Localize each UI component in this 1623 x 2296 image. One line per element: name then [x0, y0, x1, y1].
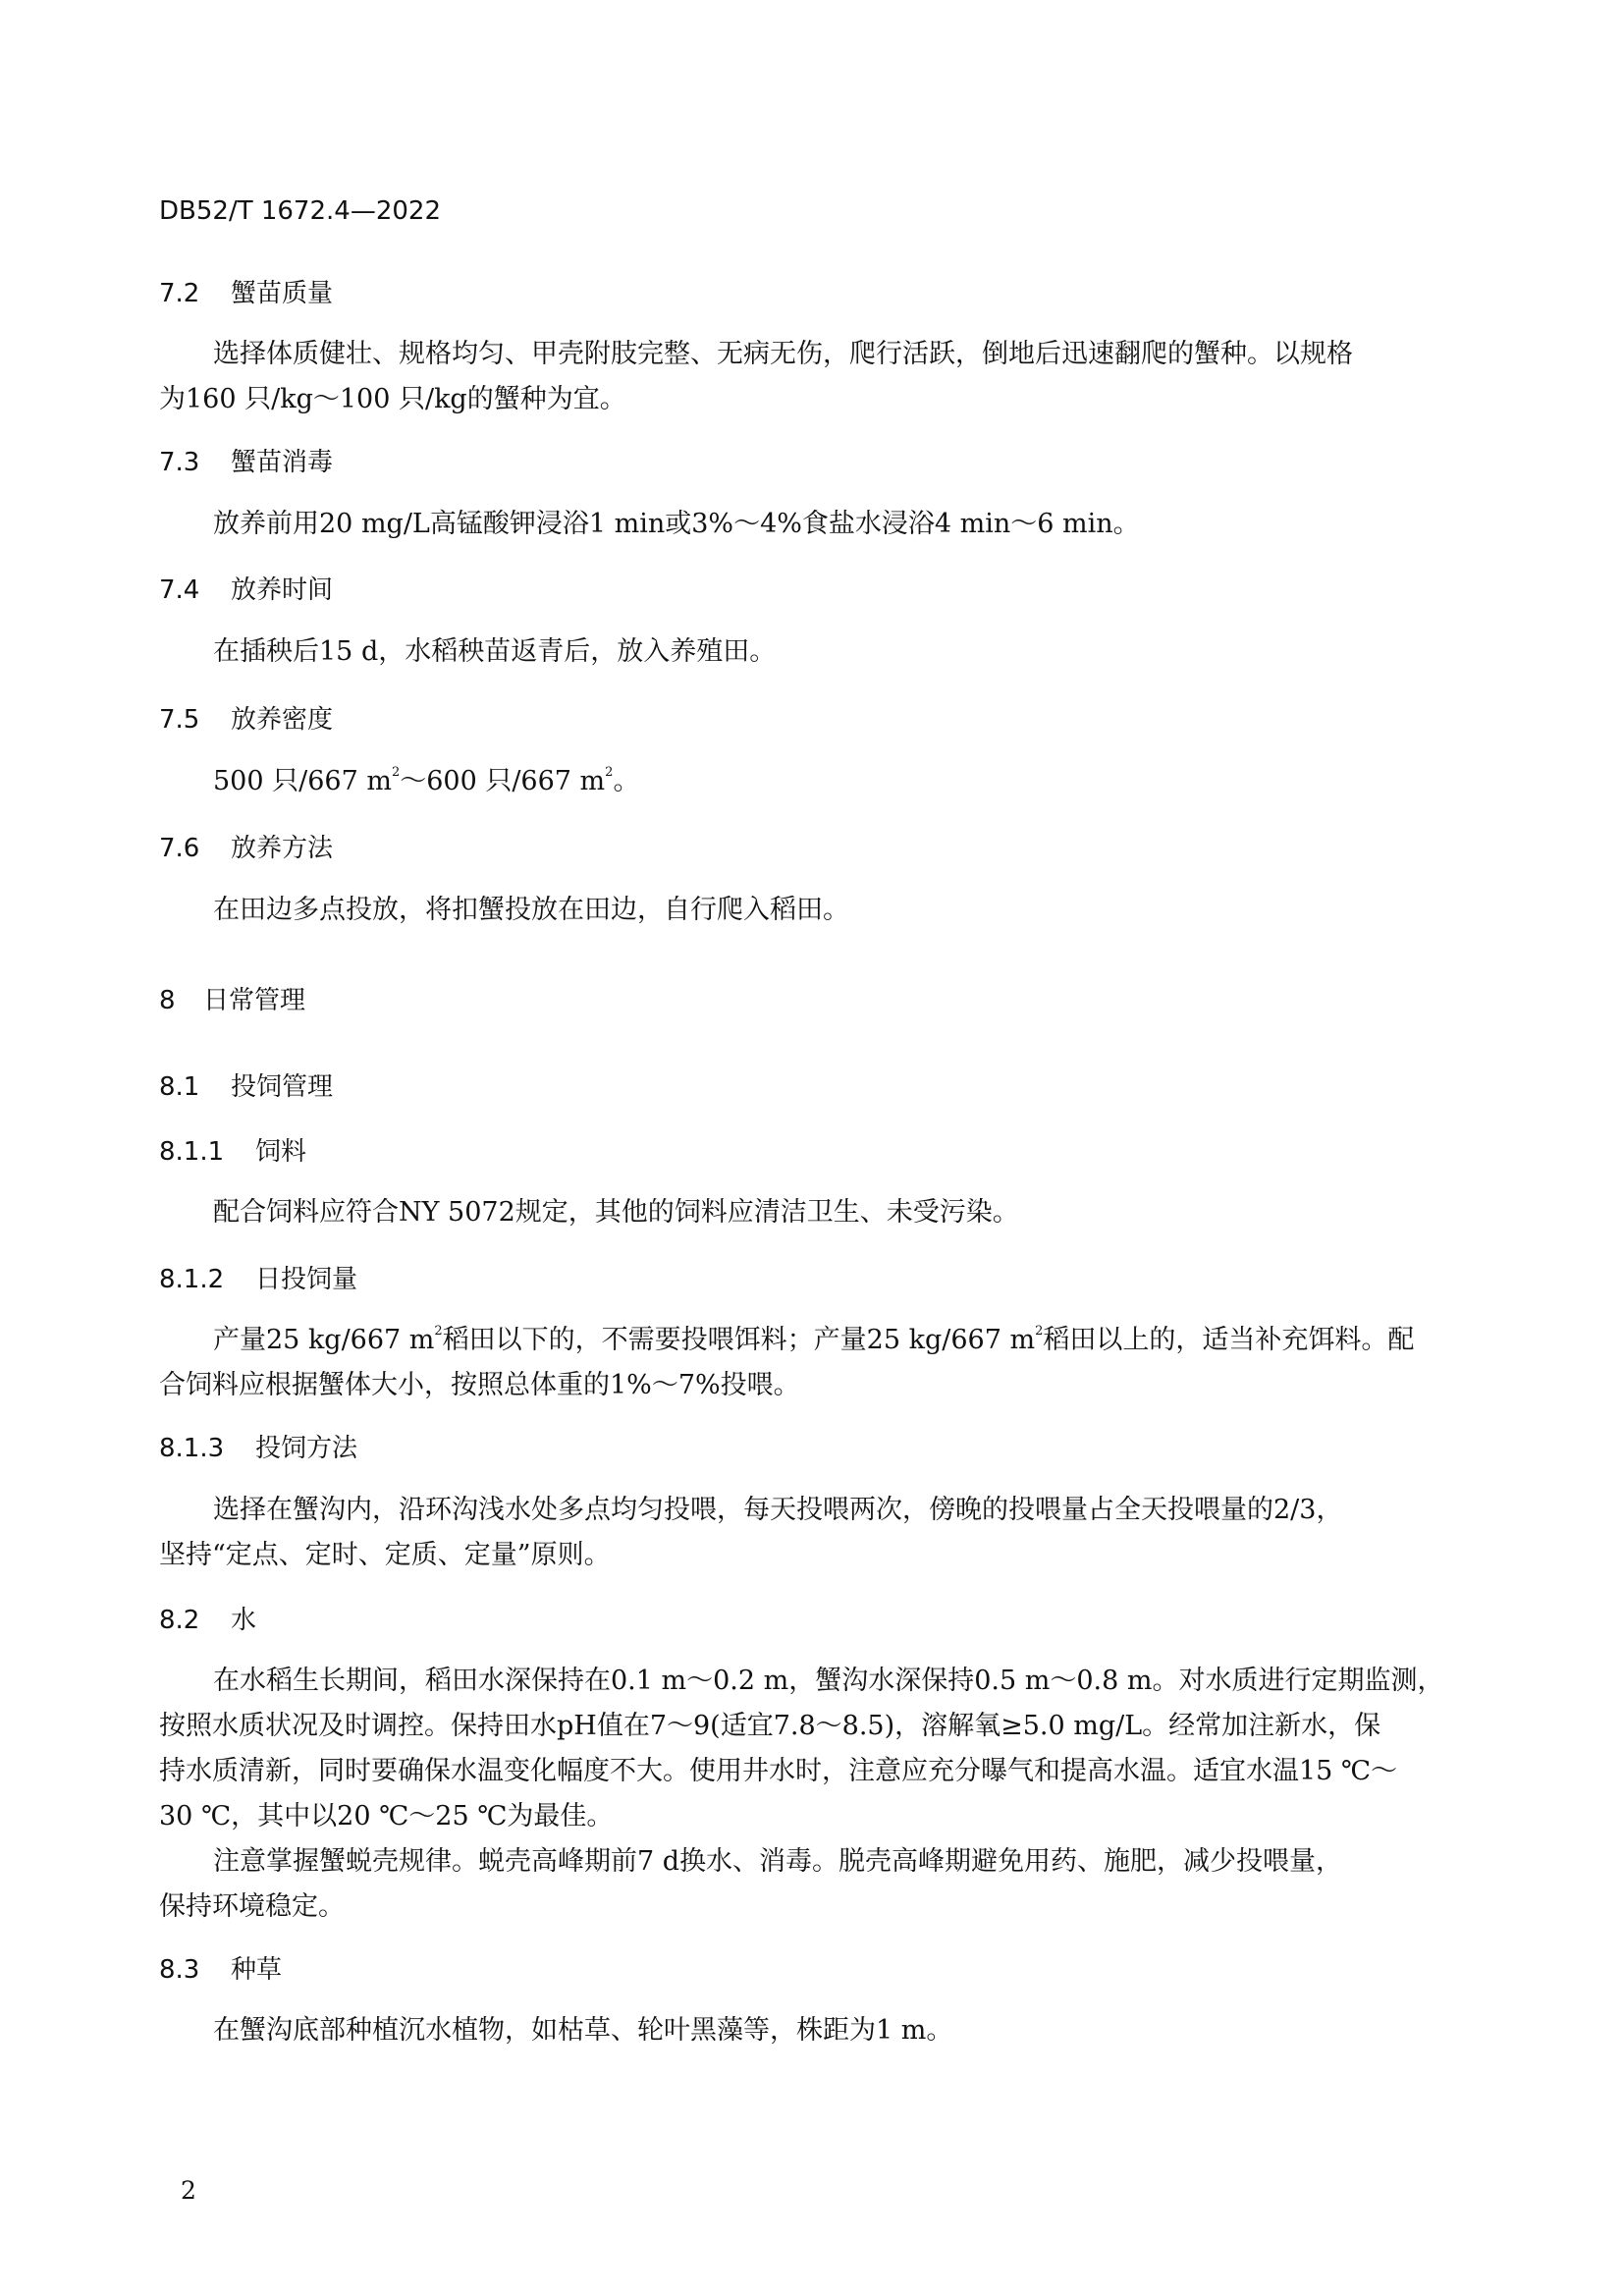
section-number: 8 — [159, 986, 176, 1015]
paragraph-line: 注意掌握蟹蜕壳规律。蜕壳高峰期前7 d换水、消毒。脱壳高峰期避免用药、施肥，减少投喂量， — [213, 1846, 1343, 1877]
section-number: 8.1.1 — [159, 1137, 225, 1167]
text-run: 稻田以上的，适当补充饵料。配 — [1043, 1325, 1415, 1355]
section-number: 8.3 — [159, 1955, 200, 1985]
superscript: 2 — [605, 765, 614, 780]
paragraph-line: 在蟹沟底部种植沉水植物，如枯草、轮叶黑藻等，株距为1 m。 — [213, 2015, 953, 2046]
section-title: 放养方法 — [231, 834, 334, 863]
paragraph — [213, 1190, 1019, 1235]
paragraph — [159, 1885, 345, 1930]
section-title: 投饲管理 — [231, 1072, 334, 1102]
section-7-2-heading — [159, 273, 333, 309]
paragraph — [213, 759, 639, 804]
paragraph-line: 为160 只/kg～100 只/kg的蟹种为宜。 — [159, 384, 626, 414]
paragraph — [213, 2008, 952, 2053]
paragraph — [213, 888, 849, 933]
paragraph — [213, 629, 776, 675]
paragraph — [159, 377, 626, 422]
section-title: 水 — [231, 1606, 257, 1635]
superscript: 2 — [434, 1324, 443, 1339]
paragraph-line: 选择体质健壮、规格均匀、甲壳附肢完整、无病无伤，爬行活跃，倒地后迅速翻爬的蟹种。以规格 — [213, 339, 1353, 369]
text-run: 稻田以下的，不需要投喂饵料；产量25 kg/667 m — [442, 1325, 1036, 1355]
paragraph-line: 合饲料应根据蟹体大小，按照总体重的1%～7%投喂。 — [159, 1370, 800, 1400]
page-number: 2 — [181, 2176, 196, 2205]
paragraph-line: 保持环境稳定。 — [159, 1891, 345, 1922]
paragraph-line: 30 ℃，其中以20 ℃～25 ℃为最佳。 — [159, 1801, 614, 1831]
section-7-3-heading — [159, 442, 333, 478]
section-8-1-1-heading — [159, 1131, 306, 1168]
superscript: 2 — [1035, 1324, 1044, 1339]
paragraph — [213, 1839, 1342, 1885]
section-8-2-heading — [159, 1600, 256, 1636]
section-number: 8.1.3 — [159, 1434, 225, 1463]
section-8-heading — [159, 980, 305, 1016]
section-number: 7.5 — [159, 705, 200, 735]
superscript: 2 — [391, 765, 401, 780]
paragraph-line: 配合饲料应符合NY 5072规定，其他的饲料应清洁卫生、未受污染。 — [213, 1197, 1019, 1228]
paragraph — [159, 1704, 1380, 1749]
section-number: 8.1 — [159, 1072, 200, 1102]
paragraph — [213, 1659, 1444, 1704]
section-title: 日投饲量 — [255, 1265, 358, 1294]
section-number: 7.4 — [159, 575, 200, 605]
section-7-5-heading — [159, 699, 333, 736]
section-title: 投饲方法 — [255, 1434, 358, 1463]
section-number: 7.3 — [159, 448, 200, 477]
paragraph-line: 按照水质状况及时调控。保持田水pH值在7～9(适宜7.8～8.5)，溶解氧≥5.0 mg/L。经常加注新水，保 — [159, 1711, 1381, 1741]
paragraph-line: 选择在蟹沟内，沿环沟浅水处多点均匀投喂，每天投喂两次，傍晚的投喂量占全天投喂量的2/3， — [213, 1495, 1343, 1525]
paragraph — [213, 332, 1353, 377]
paragraph — [159, 1533, 611, 1578]
section-title: 日常管理 — [203, 986, 306, 1015]
text-run: ～600 只/667 m — [400, 766, 606, 796]
paragraph — [213, 1318, 1414, 1363]
paragraph — [213, 1488, 1342, 1533]
section-title: 放养密度 — [231, 705, 334, 735]
section-7-4-heading — [159, 570, 333, 606]
section-title: 饲料 — [255, 1137, 307, 1167]
section-number: 7.6 — [159, 834, 200, 863]
paragraph-line: 持水质清新，同时要确保水温变化幅度不大。使用井水时，注意应充分曝气和提高水温。适宜水温15 ℃～ — [159, 1756, 1398, 1786]
section-8-1-3-heading — [159, 1428, 357, 1464]
section-title: 蟹苗质量 — [231, 279, 334, 308]
text-run: 产量25 kg/667 m — [213, 1325, 435, 1355]
section-8-1-2-heading — [159, 1259, 357, 1295]
paragraph-line: 在插秧后15 d，水稻秧苗返青后，放入养殖田。 — [213, 636, 777, 667]
section-title: 蟹苗消毒 — [231, 448, 334, 477]
paragraph — [213, 502, 1140, 547]
section-8-1-heading — [159, 1066, 333, 1103]
text-run: 500 只/667 m — [213, 766, 392, 796]
paragraph — [159, 1794, 613, 1839]
section-number: 8.1.2 — [159, 1265, 225, 1294]
section-title: 放养时间 — [231, 575, 334, 605]
paragraph-line: 在田边多点投放，将扣蟹投放在田边，自行爬入稻田。 — [213, 895, 849, 925]
section-7-6-heading — [159, 828, 333, 864]
section-title: 种草 — [231, 1955, 283, 1985]
paragraph-line: 坚持“定点、定时、定质、定量”原则。 — [159, 1540, 611, 1570]
section-number: 8.2 — [159, 1606, 200, 1635]
paragraph — [159, 1749, 1397, 1794]
paragraph-line: 放养前用20 mg/L高锰酸钾浸浴1 min或3%～4%食盐水浸浴4 min～6 min。 — [213, 509, 1140, 539]
text-run: 。 — [613, 766, 640, 796]
section-number: 7.2 — [159, 279, 200, 308]
paragraph-line: 在水稻生长期间，稻田水深保持在0.1 m～0.2 m，蟹沟水深保持0.5 m～0.8 m。对水质进行定期监测， — [213, 1666, 1444, 1696]
section-8-3-heading — [159, 1949, 282, 1986]
doc-id-header: DB52/T 1672.4—2022 — [159, 196, 441, 226]
paragraph — [159, 1363, 800, 1408]
